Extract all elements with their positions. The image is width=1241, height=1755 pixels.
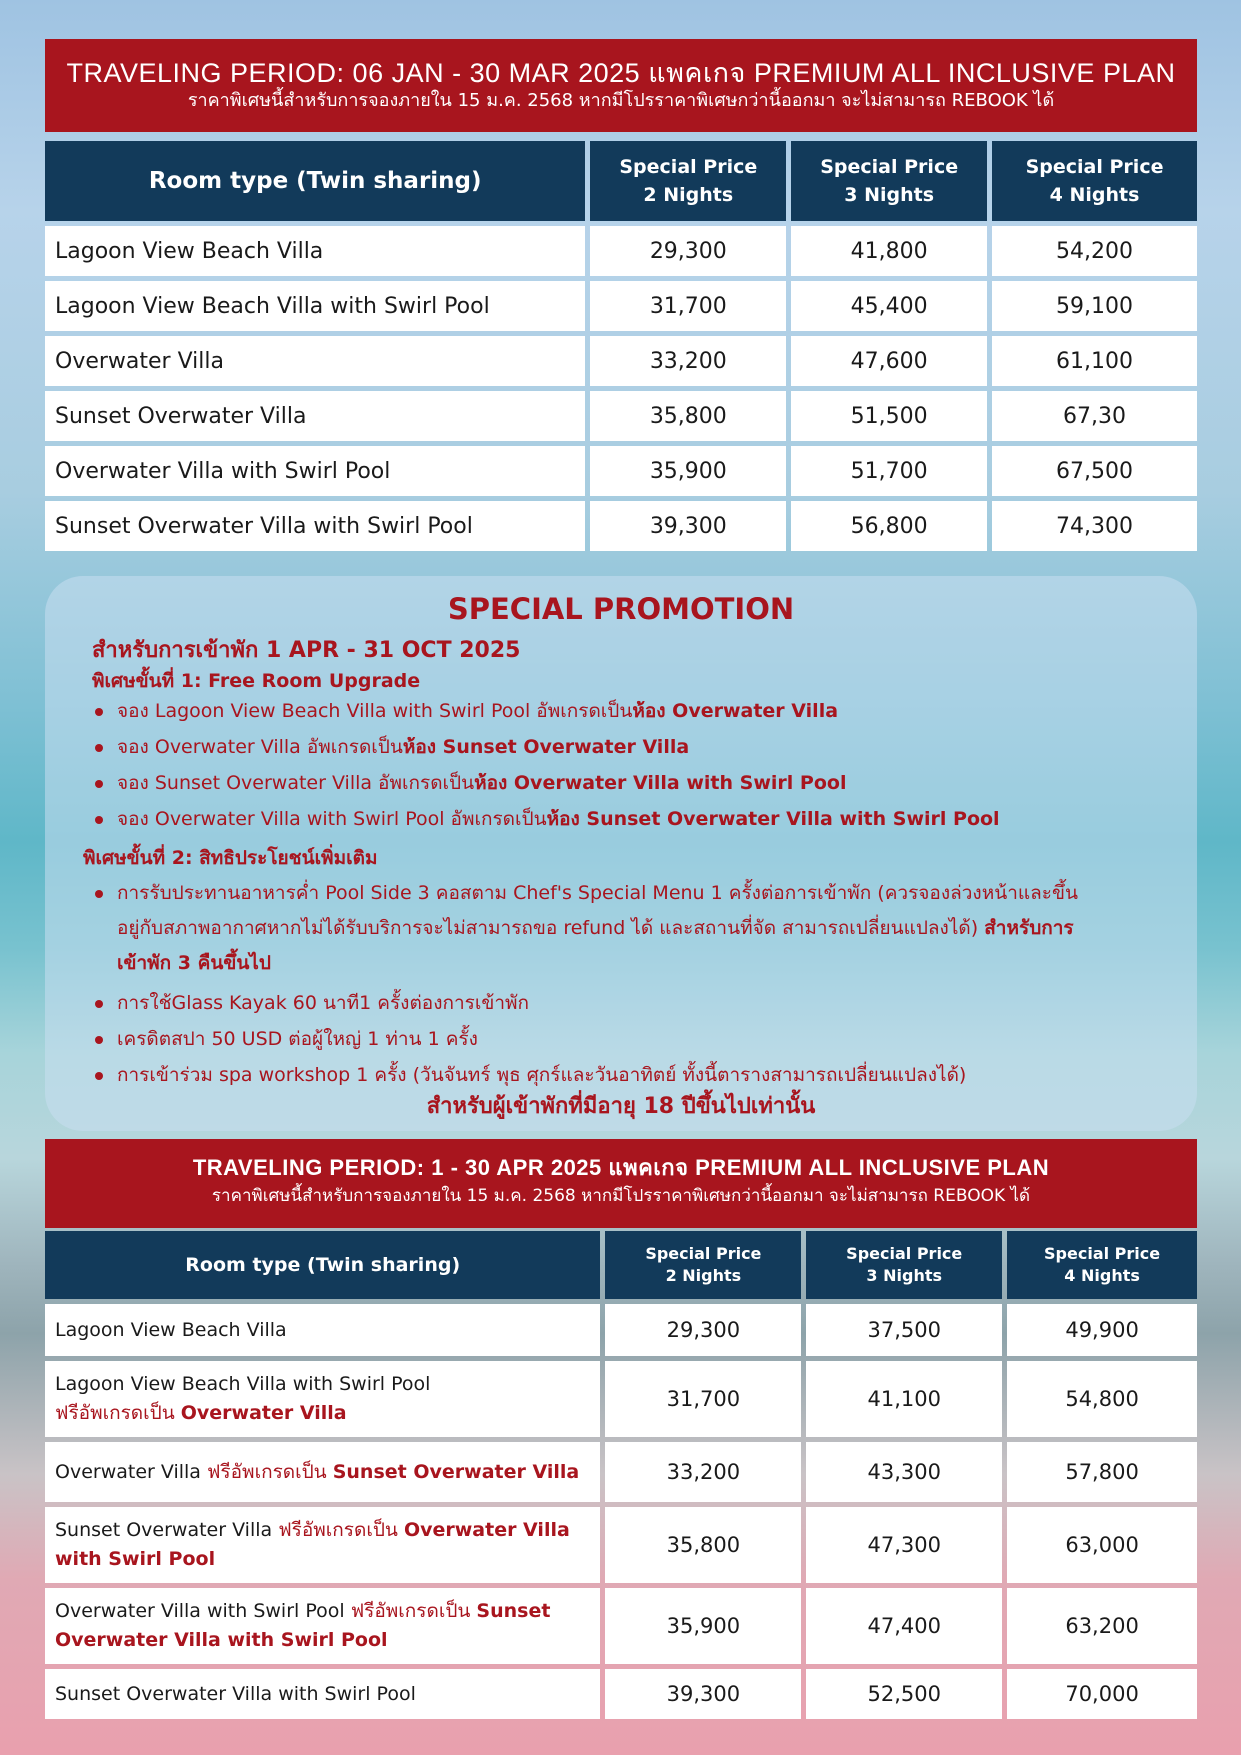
benefit-text: การรับประทานอาหารค่ำ Pool Side 3 คอสตาม Chef's Special Menu 1 ครั้งต่อการเข้าพัก (ควรจองล่วงหน้าและขึ้น — [117, 882, 1078, 904]
promotion-tier1-heading: พิเศษขั้นที่ 1: Free Room Upgrade — [92, 670, 421, 692]
upgrade-from: จอง Sunset Overwater Villa อัพเกรดเป็น — [117, 772, 475, 794]
price-2-nights: 35,800 — [590, 391, 786, 441]
price-4-nights: 57,800 — [1007, 1442, 1197, 1502]
section2-subtitle: ราคาพิเศษนี้สำหรับการจองภายใน 15 ม.ค. 2568 หากมีโปรราคาพิเศษกว่านี้ออกมา จะไม่สามารถ REBOOK ได้ — [211, 1186, 1031, 1206]
header-label: Special Price — [1044, 1244, 1161, 1263]
price-4-nights: 63,000 — [1007, 1507, 1197, 1583]
room-name: Sunset Overwater Villa — [45, 391, 585, 441]
table-row — [45, 281, 1197, 331]
price-3-nights: 45,400 — [791, 281, 987, 331]
table-header-row — [45, 1231, 1197, 1299]
bullet-icon — [95, 708, 103, 716]
price-2-nights: 29,300 — [590, 226, 786, 276]
room-name: Lagoon View Beach Villa with Swirl Pool — [55, 1373, 431, 1395]
upgrade-room: Sunset Overwater Villa with Swirl Pool — [55, 1600, 551, 1651]
price-4-nights: 63,200 — [1007, 1588, 1197, 1664]
bullet-icon — [95, 1036, 103, 1044]
header-nights: 3 Nights — [866, 1266, 943, 1285]
price-3-nights: 56,800 — [791, 501, 987, 551]
price-2-nights: 35,800 — [605, 1507, 801, 1583]
header-nights: 2 Nights — [665, 1266, 742, 1285]
section2-price-table — [40, 1226, 1202, 1724]
upgrade-item — [95, 802, 1185, 836]
header-label: Special Price — [619, 156, 758, 178]
benefit-text: การใช้Glass Kayak 60 นาที1 ครั้งต่องการเข้าพัก — [117, 992, 530, 1014]
room-type-header: Room type (Twin sharing) — [45, 141, 585, 221]
bullet-icon — [95, 1072, 103, 1080]
price-2-nights: 39,300 — [605, 1669, 801, 1719]
upgrade-to: ห้อง Sunset Overwater Villa with Swirl Pool — [546, 808, 1000, 830]
price-3-nights: 52,500 — [806, 1669, 1002, 1719]
room-name-cell — [45, 1507, 600, 1583]
table-row — [45, 1588, 1197, 1664]
room-name-cell — [45, 1361, 600, 1437]
room-name: Sunset Overwater Villa with Swirl Pool — [55, 1682, 416, 1705]
price-4-nights-header — [992, 141, 1197, 221]
price-3-nights: 51,700 — [791, 446, 987, 496]
benefit-item — [95, 1058, 1185, 1092]
promotion-tier2-heading: พิเศษขั้นที่ 2: สิทธิประโยชน์เพิ่มเติม — [83, 847, 378, 869]
upgrade-to: ห้อง Overwater Villa — [632, 700, 839, 722]
table-row — [45, 226, 1197, 276]
table-row — [45, 1669, 1197, 1719]
table-row — [45, 1442, 1197, 1502]
price-2-nights: 31,700 — [605, 1361, 801, 1437]
room-name: Overwater Villa with Swirl Pool — [45, 446, 585, 496]
price-3-nights: 51,500 — [791, 391, 987, 441]
price-2-nights: 31,700 — [590, 281, 786, 331]
price-4-nights: 49,900 — [1007, 1304, 1197, 1356]
bullet-icon — [95, 744, 103, 752]
room-name: Sunset Overwater Villa with Swirl Pool — [45, 501, 585, 551]
price-2-nights: 35,900 — [590, 446, 786, 496]
upgrade-from: จอง Overwater Villa with Swirl Pool อัพเกรดเป็น — [117, 808, 547, 830]
table-row — [45, 1304, 1197, 1356]
header-label: Special Price — [820, 156, 959, 178]
price-4-nights: 59,100 — [992, 281, 1197, 331]
price-3-nights: 37,500 — [806, 1304, 1002, 1356]
header-label: Special Price — [1025, 156, 1164, 178]
table-row — [45, 1507, 1197, 1583]
upgrade-room: Overwater Villa — [180, 1402, 347, 1424]
price-3-nights: 47,400 — [806, 1588, 1002, 1664]
bullet-icon — [95, 780, 103, 788]
section1-title: TRAVELING PERIOD: 06 JAN - 30 MAR 2025 แพคเกจ PREMIUM ALL INCLUSIVE PLAN — [66, 58, 1176, 88]
upgrade-item — [95, 766, 1185, 800]
price-2-nights-header — [605, 1231, 801, 1299]
table-row — [45, 336, 1197, 386]
special-promotion-panel — [45, 576, 1197, 1131]
price-4-nights-header — [1007, 1231, 1197, 1299]
table-row — [45, 1361, 1197, 1437]
room-name: Sunset Overwater Villa — [55, 1519, 273, 1541]
upgrade-label: ฟรีอัพเกรดเป็น — [350, 1600, 471, 1622]
upgrade-label: ฟรีอัพเกรดเป็น — [206, 1460, 327, 1483]
price-3-nights: 41,800 — [791, 226, 987, 276]
room-name: Overwater Villa with Swirl Pool — [55, 1600, 345, 1622]
table-row — [45, 446, 1197, 496]
upgrade-label: ฟรีอัพเกรดเป็น — [55, 1402, 175, 1424]
benefit-item — [95, 1022, 1185, 1056]
price-4-nights: 61,100 — [992, 336, 1197, 386]
price-2-nights: 29,300 — [605, 1304, 801, 1356]
bullet-icon — [95, 816, 103, 824]
price-4-nights: 67,500 — [992, 446, 1197, 496]
section2-title: TRAVELING PERIOD: 1 - 30 APR 2025 แพคเกจ PREMIUM ALL INCLUSIVE PLAN — [192, 1155, 1050, 1180]
price-2-nights: 35,900 — [605, 1588, 801, 1664]
price-4-nights: 70,000 — [1007, 1669, 1197, 1719]
room-name: Lagoon View Beach Villa — [55, 1318, 287, 1341]
price-3-nights: 43,300 — [806, 1442, 1002, 1502]
upgrade-room: Sunset Overwater Villa — [332, 1460, 580, 1483]
table-row — [45, 501, 1197, 551]
promotion-period: สำหรับการเข้าพัก 1 APR - 31 OCT 2025 — [92, 638, 521, 663]
upgrade-to: ห้อง Overwater Villa with Swirl Pool — [474, 772, 847, 794]
price-4-nights: 74,300 — [992, 501, 1197, 551]
room-name-cell — [45, 1442, 600, 1502]
section1-subtitle: ราคาพิเศษนี้สำหรับการจองภายใน 15 ม.ค. 2568 หากมีโปรราคาพิเศษกว่านี้ออกมา จะไม่สามารถ REBOOK ได้ — [187, 90, 1055, 111]
price-2-nights: 33,200 — [590, 336, 786, 386]
price-2-nights: 33,200 — [605, 1442, 801, 1502]
price-4-nights: 54,200 — [992, 226, 1197, 276]
room-name-cell — [45, 1669, 600, 1719]
bullet-icon — [95, 890, 103, 898]
header-nights: 4 Nights — [1049, 184, 1140, 206]
price-3-nights: 41,100 — [806, 1361, 1002, 1437]
header-nights: 4 Nights — [1064, 1266, 1140, 1285]
upgrade-item — [95, 730, 1185, 764]
benefit-text: การเข้าร่วม spa workshop 1 ครั้ง (วันจันทร์ พุธ ศุกร์และวันอาทิตย์ ทั้งนี้ตารางสามารถเปลี่ยนแปลงได้) — [117, 1064, 967, 1086]
header-nights: 2 Nights — [643, 184, 734, 206]
upgrade-label: ฟรีอัพเกรดเป็น — [278, 1519, 398, 1541]
price-3-nights-header — [791, 141, 987, 221]
room-type-header: Room type (Twin sharing) — [45, 1231, 600, 1299]
room-name: Lagoon View Beach Villa — [45, 226, 585, 276]
room-name: Lagoon View Beach Villa with Swirl Pool — [45, 281, 585, 331]
room-name: Overwater Villa — [45, 336, 585, 386]
price-4-nights: 67,30 — [992, 391, 1197, 441]
benefit-condition: เข้าพัก 3 คืนขึ้นไป — [117, 952, 271, 974]
upgrade-from: จอง Overwater Villa อัพเกรดเป็น — [117, 736, 403, 758]
section2-banner — [45, 1139, 1197, 1228]
header-label: Special Price — [846, 1244, 963, 1263]
room-name-cell — [45, 1304, 600, 1356]
upgrade-from: จอง Lagoon View Beach Villa with Swirl Pool อัพเกรดเป็น — [117, 700, 633, 722]
promotion-age-note: สำหรับผู้เข้าพักที่มีอายุ 18 ปีขึ้นไปเท่านั้น — [426, 1094, 816, 1119]
header-nights: 3 Nights — [844, 184, 935, 206]
benefit-item — [95, 876, 1185, 981]
room-name-cell — [45, 1588, 600, 1664]
header-label: Special Price — [645, 1244, 762, 1263]
section1-banner — [45, 39, 1197, 132]
price-3-nights: 47,300 — [806, 1507, 1002, 1583]
table-row — [45, 391, 1197, 441]
upgrade-to: ห้อง Sunset Overwater Villa — [402, 736, 690, 758]
benefit-text: เครดิตสปา 50 USD ต่อผู้ใหญ่ 1 ท่าน 1 ครั้ง — [117, 1028, 478, 1050]
price-2-nights: 39,300 — [590, 501, 786, 551]
price-3-nights-header — [806, 1231, 1002, 1299]
benefit-condition: สำหรับการ — [984, 917, 1074, 939]
upgrade-room: Overwater Villa with Swirl Pool — [55, 1519, 570, 1570]
promotion-title: SPECIAL PROMOTION — [447, 592, 795, 626]
price-4-nights: 54,800 — [1007, 1361, 1197, 1437]
benefit-text: อยู่กับสภาพอากาศหากไม่ได้รับบริการจะไม่สามารถขอ refund ได้ และสถานที่จัด สามารถเปลี่ยนแปลงได้) — [117, 917, 979, 939]
benefit-item — [95, 986, 1185, 1020]
bullet-icon — [95, 1000, 103, 1008]
price-2-nights-header — [590, 141, 786, 221]
section1-price-table — [40, 136, 1202, 556]
upgrade-item — [95, 694, 1185, 728]
room-name: Overwater Villa — [55, 1460, 201, 1483]
table-header-row — [45, 141, 1197, 221]
price-3-nights: 47,600 — [791, 336, 987, 386]
